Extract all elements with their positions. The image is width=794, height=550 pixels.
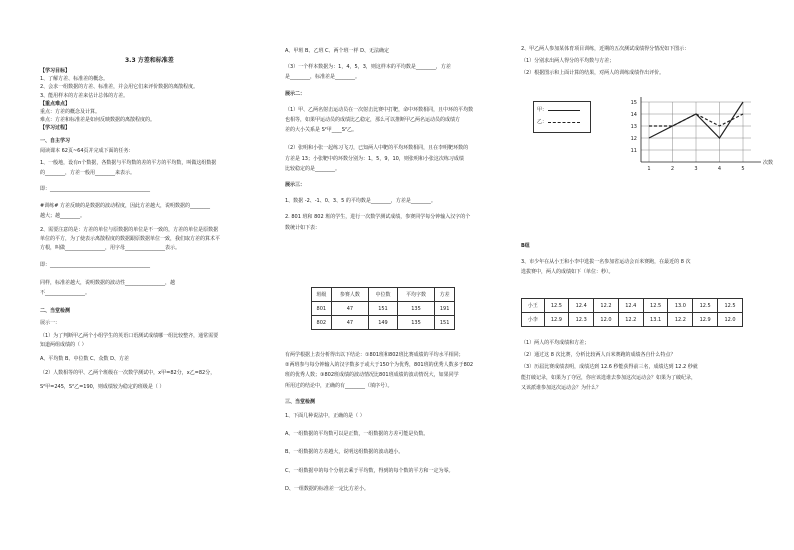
text-line: 即：________________________________________ xyxy=(40,261,151,268)
legend-label-yi: 乙： xyxy=(537,119,548,125)
table-cell: 12.4 xyxy=(618,299,643,313)
text-line: 即：________________________________________ xyxy=(40,186,151,193)
text-line: B组 xyxy=(521,243,530,249)
x-tick-label: 2 xyxy=(670,166,675,172)
text-line: 知道两组成绩的（ ） xyxy=(40,341,87,348)
text-line: 方差是 13；小张靶中的环数分别为：1，5，9，10，则张明和小张这次练习成绩 xyxy=(285,155,464,162)
table-cell: 13.0 xyxy=(668,299,693,313)
text-line: （2）张明和小张一起练习飞刀，已知两人中靶的平均环数相同，且在李明靶环数的 xyxy=(285,145,469,152)
text-line: 【学习目标】 xyxy=(40,68,71,74)
table-header: 平均字数 xyxy=(397,288,435,302)
table-cell: 801 xyxy=(312,302,332,316)
x-tick-label: 5 xyxy=(741,166,745,172)
chart-legend xyxy=(533,101,591,133)
y-tick-label: 15 xyxy=(630,100,637,106)
text-line: 重点：方差的概念及计算。 xyxy=(40,109,101,115)
text-line: 2、需要注意的是：方差的单位与原数据的单位是不一致的，方差的单位是原数据 xyxy=(40,227,219,233)
text-line: 2、会求一组数据的方差、标准差，并会用它们来评价数据的离散程度。 xyxy=(40,84,199,91)
table-cell: 151 xyxy=(369,302,398,316)
table-row xyxy=(312,302,455,316)
text-line: 1、了解方差、标准差的概念。 xyxy=(40,76,109,83)
table-cell: 191 xyxy=(435,302,455,316)
text-line: 三、当堂检测 xyxy=(285,398,316,405)
text-line: A、甲班 B、乙班 C、两个班一样 D、无法确定 xyxy=(285,48,389,54)
text-line: 又该派谁参加这次运动会？为什么？ xyxy=(521,384,602,391)
text-line: 能打破记录，如果为了夺冠，你应该选谁去参加这次运动会？如果为了破纪录， xyxy=(521,374,697,381)
legend-line-jia xyxy=(548,110,580,111)
text-line: #训练# 方差反映的是数据的波动程度，因此方差越大，说明数据的________ xyxy=(40,202,210,209)
text-line: 阅读课本 62页~64页并完成下面的任务： xyxy=(40,147,134,154)
table-row xyxy=(522,299,743,313)
table-cell: 12.9 xyxy=(544,313,569,327)
table-cell: 47 xyxy=(331,316,369,330)
text-line: 2、甲乙两人参加某体育项目训练，近期的五次测试成绩得分情况如下图示： xyxy=(521,46,690,52)
table-cell: 12.0 xyxy=(594,313,619,327)
text-line: 差的大小关系是 S²甲____S²乙。 xyxy=(285,127,357,134)
legend-line-yi xyxy=(548,122,580,123)
table-cell: 12.0 xyxy=(718,313,743,327)
text-line: （1）甲、乙两名射击运动员在一次射击比赛中打靶，命中环数相同，且中环的平均数 xyxy=(285,106,474,113)
x-tick-label: 3 xyxy=(694,166,698,172)
text-line: ②两班参与每分钟输入的汉字数多于或大于150个为优秀，801班的优秀人数多于802 xyxy=(285,362,474,369)
table-cell: 12.2 xyxy=(668,313,693,327)
text-line: 所用过的结论中，正确的有________（填序号）。 xyxy=(285,382,393,389)
text-line: 班的优秀人数；③802班成绩的波动情况比801班成绩的波动情况大，如果同学 xyxy=(285,372,459,379)
text-line: A、一组数据的平均数可以是正数，一组数据的方差可能是负数。 xyxy=(285,431,429,438)
text-line: （2）根据图示和上面计算的结果，对两人的训练成绩作出评价。 xyxy=(521,70,665,77)
text-line: 展示二： xyxy=(285,90,306,97)
x-tick-label: 4 xyxy=(717,166,722,172)
text-line: 不________________。 xyxy=(40,290,91,296)
text-line: （2）人数相等的甲、乙两个班级在一次数学测试中，x甲=82分，x乙=82分， xyxy=(40,370,216,377)
table-header-row xyxy=(312,288,455,302)
legend-label-jia: 甲： xyxy=(537,107,548,113)
text-line: C、一组数据中的每个分别去乘于平均数，得到的每个数的平方和一定为零。 xyxy=(285,467,454,474)
table-cell: 12.3 xyxy=(569,313,594,327)
table-cell: 小李 xyxy=(522,313,545,327)
text-line: 选拔赛中，两人的成绩如下（单位：秒）。 xyxy=(521,269,614,276)
text-line: A、平均数 B、中位数 C、众数 D、方差 xyxy=(40,356,129,362)
text-line: 单位的平方，为了使表示离散程度的数据跟原数据单位一致，我们取方差的算术平 xyxy=(40,236,221,243)
text-line: B、一组数据的方差越大，说明这组数据的波动越小。 xyxy=(285,449,404,456)
text-line: 1、数据 -2、-1、0、3、5 的平均数是________，方差是________。 xyxy=(285,198,436,205)
table-cell: 13.1 xyxy=(643,313,668,327)
table-cell: 135 xyxy=(397,316,435,330)
text-line: 展示三： xyxy=(285,182,306,188)
text-line: 1、下面几种说法中，正确的是（ ） xyxy=(285,413,365,419)
text-line: S²甲=245，S²乙=190，则成绩较为稳定的班级是（ ） xyxy=(40,384,165,391)
table-header: 方差 xyxy=(435,288,455,302)
table-cell: 12.5 xyxy=(643,299,668,313)
text-line: 【重点难点】 xyxy=(40,100,71,107)
x-tick-label: 1 xyxy=(647,166,651,172)
table-cell: 12.4 xyxy=(569,299,594,313)
text-line: 也相等，如果甲运动员的成绩比乙稳定，那么可以推断甲乙两名运动员的成绩方 xyxy=(285,117,461,123)
table-cell: 802 xyxy=(312,316,332,330)
text-line: 的________，方差一般用________来表示。 xyxy=(40,170,136,177)
text-line: 1、一般地，设有n个数据，各数据与平均数的差的平方的平均数，叫做这组数据 xyxy=(40,160,217,166)
table-header: 班级 xyxy=(312,288,332,302)
text-line: 同样，标准差越大，说明数据的波动性________________，越 xyxy=(40,279,176,286)
table-cell: 12.5 xyxy=(544,299,569,313)
text-line: 3、市少年在从小王和小李中选拔一名参加省运动会百米赛跑，在最近的 8 次 xyxy=(521,259,691,266)
table-cell: 12.5 xyxy=(718,299,743,313)
text-line: 难点：方差和标准差是如何反映数据的离散程度的。 xyxy=(40,117,156,124)
y-tick-label: 11 xyxy=(630,148,637,154)
text-line: 是________，标准差是________。 xyxy=(285,74,361,81)
table-cell: 12.5 xyxy=(693,299,718,313)
text-line: 数统计如下表： xyxy=(285,224,321,231)
score-line-chart xyxy=(621,90,774,185)
text-line: 2. 801 班和 802 班的学生，进行一次数学测试成绩，参赛同学每分钟输入汉字的个 xyxy=(285,214,471,221)
text-line: （3）一个样本数据为：1，4，5，3，则这样本的平均数是________，方差 xyxy=(285,64,451,71)
text-line: 比较稳定的是________。 xyxy=(285,165,341,172)
text-line: （3）历届比赛成绩表明，成绩达到 12.6 秒能获得前三名，成绩达到 12.2 秒就 xyxy=(521,364,698,371)
table-cell: 135 xyxy=(397,302,435,316)
table-cell: 12.9 xyxy=(693,313,718,327)
text-line: （1）两人的平均成绩和方差； xyxy=(521,340,590,346)
text-line: （1）分别求出两人得分的平均数与方差； xyxy=(521,58,615,65)
text-line: 一、自主学习 xyxy=(40,137,71,144)
table-row xyxy=(522,313,743,327)
y-tick-label: 14 xyxy=(630,112,637,118)
text-line: 【学习过程】 xyxy=(40,125,71,132)
sprint-time-table xyxy=(521,298,743,327)
text-line: （1）为了判断甲乙两个小组学生的英语口语测试成绩哪一组比较整齐，通常需要 xyxy=(40,332,219,339)
table-cell: 12.2 xyxy=(618,313,643,327)
table-cell: 小王 xyxy=(522,299,545,313)
y-tick-label: 13 xyxy=(630,124,637,130)
table-cell: 149 xyxy=(369,316,398,330)
table-row xyxy=(312,316,455,330)
table-header: 参赛人数 xyxy=(331,288,369,302)
text-line: 方根，叫做________________，用字母________________表示。 xyxy=(40,245,181,252)
table-cell: 47 xyxy=(331,302,369,316)
y-tick-label: 12 xyxy=(630,136,637,142)
text-line: 3、能用样本的方差来估计总体的方差。 xyxy=(40,92,129,99)
text-line: 有两学根据上表分析得出以下结论：①801班和802班比赛成绩的平均水平相同； xyxy=(285,352,464,358)
x-axis-label: 次数 xyxy=(763,160,774,166)
typing-score-table xyxy=(311,287,455,330)
table-header: 中位数 xyxy=(369,288,398,302)
text-line: D、一组数据的标准差一定比方差小。 xyxy=(285,485,369,492)
page-title: 3.3 方差和标准差 xyxy=(125,57,174,64)
text-line: 展示一： xyxy=(40,320,61,327)
text-line: 越大；越________。 xyxy=(40,212,86,219)
text-line: （2）通过这 8 次比赛，分析比较两人百米赛跑的成绩各自什么特点？ xyxy=(521,352,676,359)
text-line: 二、当堂检测 xyxy=(40,308,71,315)
table-cell: 12.2 xyxy=(594,299,619,313)
table-cell: 151 xyxy=(435,316,455,330)
